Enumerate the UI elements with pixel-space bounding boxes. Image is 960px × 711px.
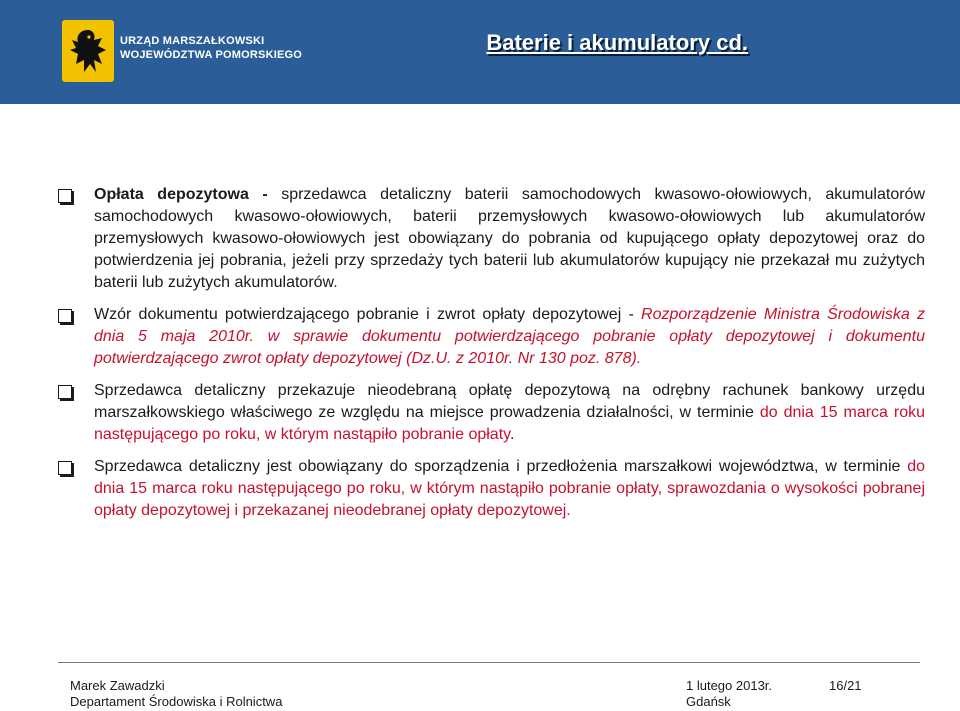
footer-author: Marek Zawadzki <box>70 678 165 693</box>
office-name-line2: WOJEWÓDZTWA POMORSKIEGO <box>120 49 303 61</box>
list-item <box>58 304 925 370</box>
item-text: Sprzedawca detaliczny przekazuje nieodebraną opłatę depozytową na odrębny rachunek bankowy urzędu marszałkowskiego właściwego ze względu na miejsce prowadzenia działalności, w terminie <box>94 382 925 421</box>
hollow-square-bullet-icon <box>58 385 72 399</box>
footer-date: 1 lutego 2013r. <box>686 678 773 693</box>
hollow-square-bullet-icon <box>58 461 72 475</box>
deadline-text: do dnia 15 marca roku następującego po roku, w którym nastąpiło pobranie opłaty, sprawozdania o wysokości pobranej opłaty depozytowej i przekazanej nieodebranej opłaty depozytowej. <box>94 458 925 519</box>
footer-department: Departament Środowiska i Rolnictwa <box>70 694 283 709</box>
office-name <box>120 34 302 62</box>
slide-title: Baterie i akumulatory cd. <box>486 30 748 55</box>
griffin-coat-of-arms-icon <box>62 20 114 82</box>
bullet-list <box>58 184 925 532</box>
list-item <box>58 184 925 294</box>
item-term: Opłata depozytowa - <box>94 186 268 203</box>
deadline-text: do dnia 15 marca roku następującego po roku, w którym nastąpiło pobranie opłaty <box>94 404 926 443</box>
item-text: Wzór dokumentu potwierdzającego pobranie i zwrot opłaty depozytowej - <box>94 306 642 323</box>
item-text-end: . <box>509 426 515 443</box>
footer-author-block <box>70 678 282 710</box>
item-text: Sprzedawca detaliczny jest obowiązany do sporządzenia i przedłożenia marszałkowi województwa, w terminie <box>94 458 908 475</box>
list-item <box>58 380 925 446</box>
office-name-line1: URZĄD MARSZAŁKOWSKI <box>120 35 265 47</box>
footer-date-block <box>686 678 772 710</box>
list-item <box>58 456 925 522</box>
footer-page-number: 16/21 <box>829 678 862 693</box>
item-text: sprzedawca detaliczny baterii samochodowych kwasowo-ołowiowych, akumulatorów samochodowych kwasowo-ołowiowych, baterii przemysłowych kwasowo-ołowiowych lub akumulatorów przemysłowych kwasowo-ołowiowych jest obowiązany do pobrania od kupującego opłaty depozytowej oraz do potwierdzenia jej pobrania, jeżeli przy sprzedaży tych baterii lub akumulatorów kupujący nie przekazał mu zużytych baterii lub zużytych akumulatorów. <box>94 186 926 291</box>
regulation-reference: Rozporządzenie Ministra Środowiska z dnia 5 maja 2010r. w sprawie dokumentu potwierdzającego pobranie opłaty depozytowej i dokumentu potwierdzającego zwrot opłaty depozytowej (Dz.U. z 2010r. Nr 130 poz. 878). <box>94 306 926 367</box>
footer-city: Gdańsk <box>686 694 731 709</box>
footer-divider <box>58 662 920 663</box>
header-bar <box>0 0 960 104</box>
hollow-square-bullet-icon <box>58 309 72 323</box>
hollow-square-bullet-icon <box>58 189 72 203</box>
